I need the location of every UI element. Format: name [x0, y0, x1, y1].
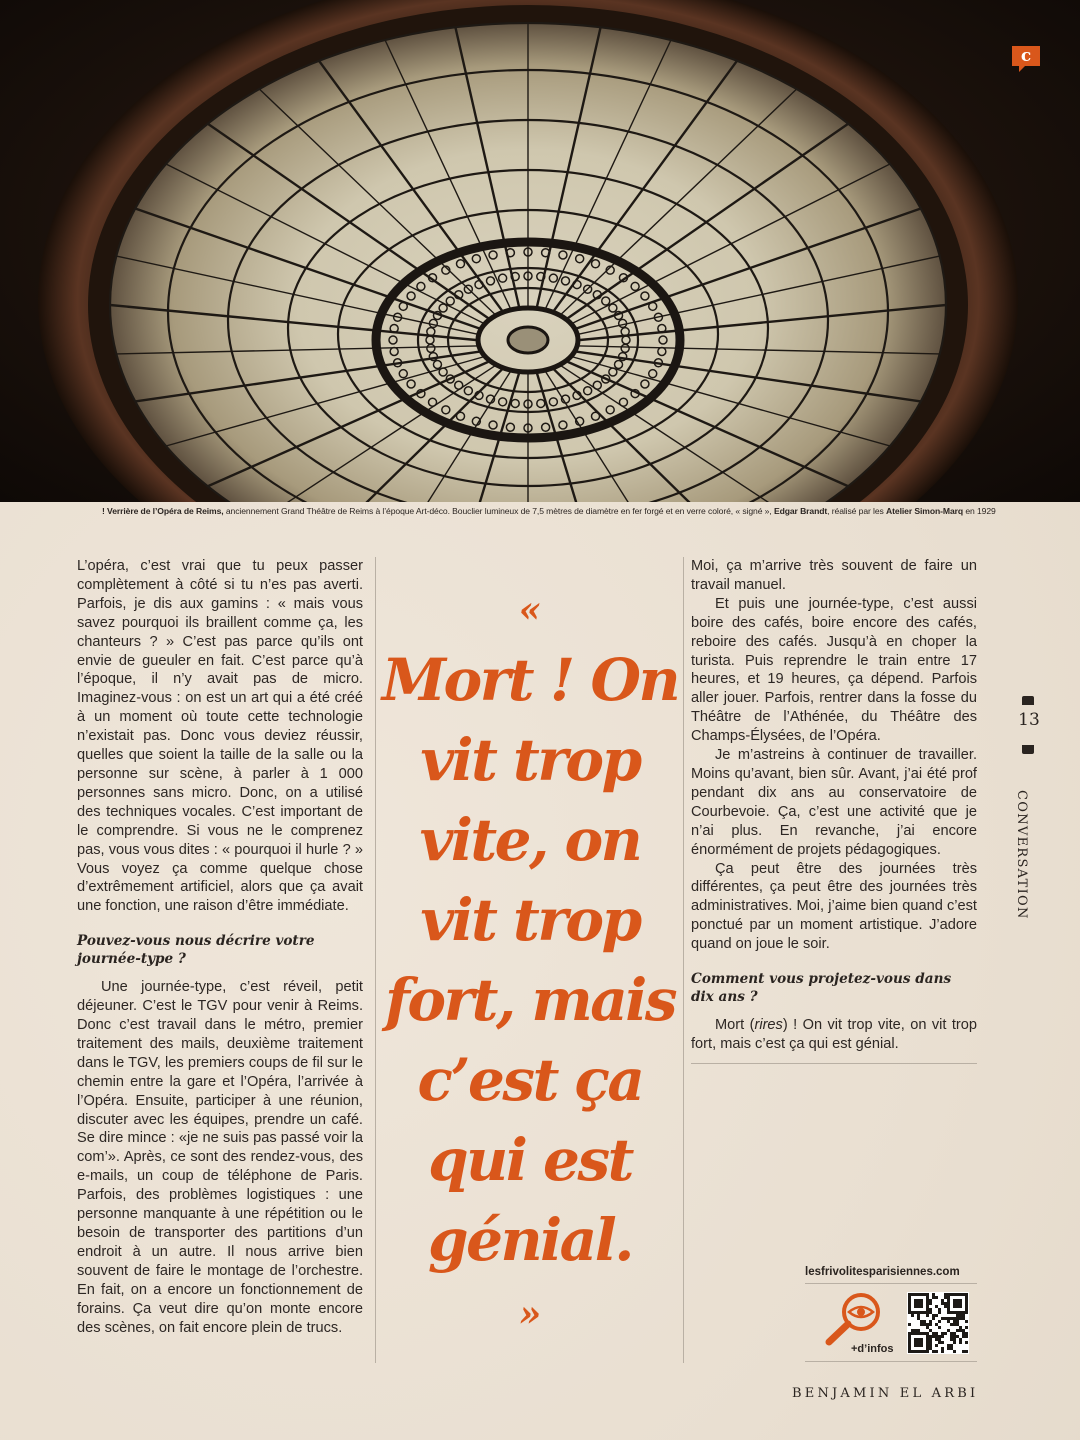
hero-photo: [0, 0, 1080, 502]
caption-name-atelier: Atelier Simon-Marq: [886, 506, 964, 516]
page-ornament-bottom: [1022, 745, 1034, 754]
paragraph: Une journée-type, c’est réveil, petit déjeuner. C’est le TGV pour venir à Reims. Donc c’est travail dans le métro, premier traitement des mails, deuxième traitement dans le TGV, les premiers coups de fil sur le chemin entre la gare et l’Opéra, l’arrivée à l’Opéra. Ensuite, participer à une réunion, discuter avec les équipes, prendre un café. Se dire mince : «je ne suis pas passé voir la com’». Après, ce sont des rendez-vous, des e-mails, un coup de téléphone de Paris. Parfois, des problèmes logistiques : une personne manquante à une répétition ou le besoin de transporter des partitions d’un endroit à un autre. Il nous arrive bien souvent de faire le montage de l’orchestre. En fait, on a encore un fonctionnement de forains. Ça veut dire qu’on monte encore des scènes, on fait encore plein de trucs.: [77, 979, 363, 1336]
interview-question: Comment vous projetez-vous dans dix ans ?: [691, 971, 952, 1006]
paragraph: Ça peut être des journées très différentes, ça peut être des journées très administratives. Moi, j’aime bien quand c’est ponctué par un moment artistique. J’adore quand on joue le soir.: [691, 860, 977, 953]
page-number: 13: [1018, 710, 1040, 730]
paragraph: Et puis une journée-type, c’est aussi boire des cafés, boire encore des cafés, reboire des cafés. Jusqu’à en choper la turista. Puis reprendre le train entre 17 heures, et 19 heures, ça dépend. Parfois aller jouer. Parfois, rentrer dans la fosse du Théâtre de l’Athénée, du Théâtre des Champs-Élysées, de l’Opéra.: [691, 595, 977, 745]
interview-question: Pouvez-vous nous décrire votre journée-type ?: [77, 933, 315, 968]
more-info-label: +d’infos: [851, 1343, 894, 1355]
section-rule: [691, 1063, 977, 1064]
open-quote-mark: «: [518, 589, 542, 631]
section-label: CONVERSATION: [1014, 790, 1029, 920]
paragraph: L’opéra, c’est vrai que tu peux passer complètement à côté si tu n’es pas averti. Parfois, je dis aux gamins : « mais vous savez pourquoi ils braillent comme ça, les chanteurs ? » C’est pas parce qu’ils ont envie de gueuler en fait. C’est parce qu’à l’époque, il n’y avait pas de micro. Imaginez-vous : on est un art qui a été créé à un moment où toute cette technologie n’existait pas. Donc vous deviez réussir, quelles que soient la taille de la salle ou la personne sur scène, à parler à 1 000 personnes sans micro. Donc, on a utilisé des techniques vocales. C’est important de le comprendre. Si vous ne le comprenez pas, vous vous dites : « pourquoi il hurle ? » Vous voyez ça comme quelque chose d’extrêmement artificiel, alors que ça avait une fonction, une raison d’être immédiate.: [77, 558, 363, 915]
eye-magnifier-icon[interactable]: [821, 1292, 883, 1346]
caption-lead: ! Verrière de l’Opéra de Reims,: [102, 506, 224, 516]
photo-caption: [102, 506, 996, 516]
column-divider-right: [683, 557, 684, 1363]
paragraph: Je m’astreins à continuer de travailler. Moins qu’avant, bien sûr. Avant, j’ai été prof pendant dix ans au conservatoire de Courbevoie. Ça, c’est une activité que je n’ai plus. En revanche, j’ai encore énormément de projets pédagogiques.: [691, 747, 977, 858]
badge-letter: c: [1020, 46, 1032, 66]
author-name: BENJAMIN EL ARBI: [792, 1386, 979, 1401]
answer-paragraph: [691, 1016, 977, 1054]
stained-glass-dome-image: [0, 0, 1080, 502]
column-divider-left: [375, 557, 376, 1363]
paragraph: Moi, ça m’arrive très souvent de faire un travail manuel.: [691, 558, 977, 593]
caption-text-2: , réalisé par les: [827, 506, 887, 516]
page-ornament-top: [1022, 696, 1034, 705]
caption-text-3: en 1929: [963, 506, 996, 516]
answer-italic: rires: [754, 1017, 783, 1034]
footer-rule-top: [805, 1283, 977, 1284]
answer-start: Mort (: [715, 1017, 755, 1034]
article-column-left: [77, 557, 363, 1337]
website-link[interactable]: lesfrivolitesparisiennes.com: [805, 1266, 960, 1278]
footer-rule-bottom: [805, 1361, 977, 1362]
answer-end: ) ! On vit trop vite, on vit trop fort, mais c’est ça qui est génial.: [691, 1017, 977, 1052]
close-quote-mark: »: [518, 1293, 542, 1335]
pull-quote-text: Mort ! On vit trop vite, on vit trop fort, mais c’est ça qui est génial.: [381, 646, 679, 1274]
qr-code-icon[interactable]: [907, 1292, 969, 1354]
section-badge: [1009, 44, 1043, 74]
article-column-right: [691, 557, 977, 1054]
caption-name-brandt: Edgar Brandt: [773, 506, 828, 516]
caption-text: anciennement Grand Théâtre de Reims à l’époque Art-déco. Bouclier lumineux de 7,5 mètres de diamètre en fer forgé et en verre coloré, « signé »,: [223, 506, 774, 516]
pull-quote: [380, 590, 680, 1334]
